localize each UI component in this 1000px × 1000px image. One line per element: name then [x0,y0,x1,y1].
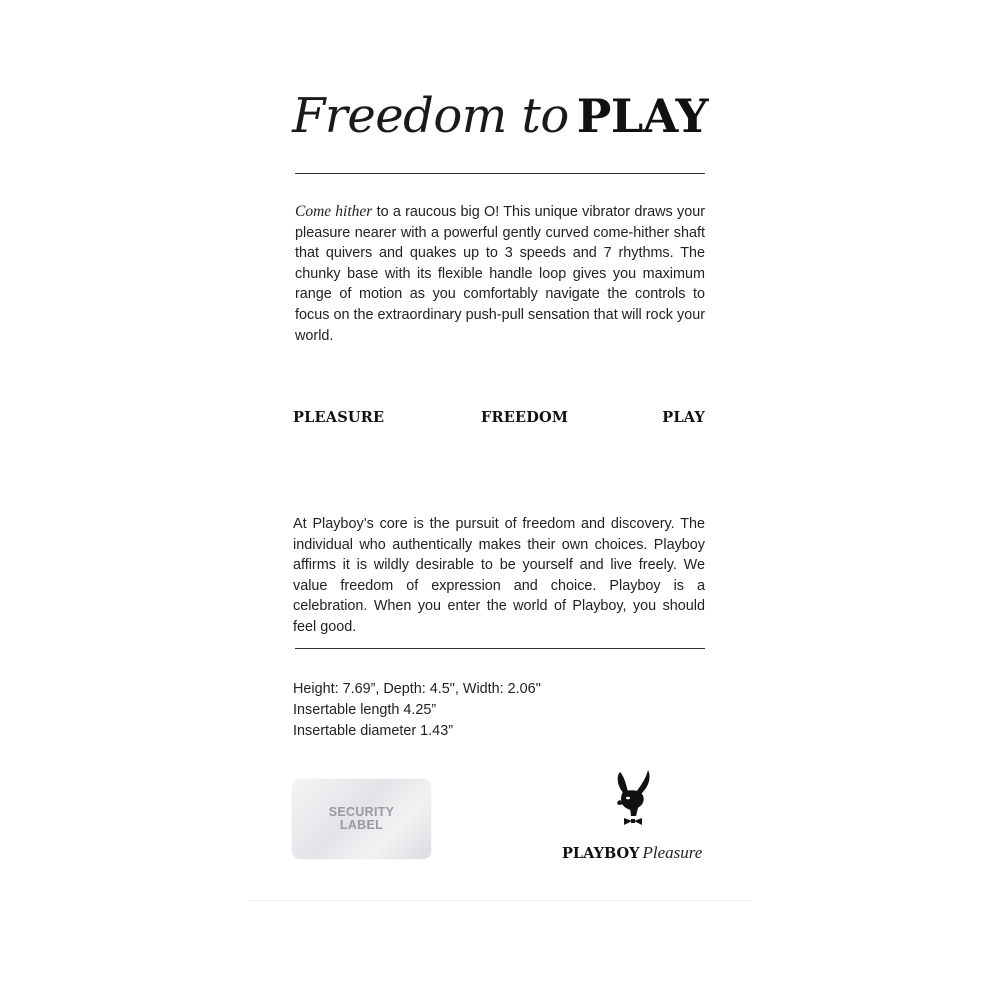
playboy-bunny-icon [612,770,654,828]
brand-sub: Pleasure [642,843,703,862]
brand-name: PLAYBOY [562,845,640,862]
security-label-line2: LABEL [339,818,384,832]
headline-bold: PLAY [576,89,708,143]
description-lead: Come hither [295,203,373,220]
spec-insertable-diameter: Insertable diameter 1.43” [293,723,453,739]
pillar-pleasure: PLEASURE [293,409,385,426]
description-body: to a raucous big O! This unique vibrator draws your pleasure nearer with a powerful gently curved come-hither shaft that quivers and quakes up to 3 speeds and 7 rhythms. The chunky base with its flexible handle loop gives you maximum range of motion as you comfortably navigate the controls to focus on the extraordinary push-pull sensation that will rock your world. [295,204,705,344]
security-label-sticker [292,779,431,859]
brand-logotype [562,843,702,863]
spec-dimensions: Height: 7.69”, Depth: 4.5", Width: 2.06" [293,681,541,697]
pillar-play: PLAY [662,409,705,426]
headline-script: Freedom to [292,88,569,144]
pillar-freedom: FREEDOM [481,409,569,426]
mission-statement: At Playboy’s core is the pursuit of freedom and discovery. The individual who authentically makes their own choices. Playboy affirms it is wildly desirable to be yourself and live freely. We value freedom of expression and choice. Playboy is a celebration. When you enter the world of Playboy, you should feel good. [293,516,705,635]
divider-top [295,173,705,174]
spec-insertable-length: Insertable length 4.25” [293,702,437,718]
product-description [295,202,705,346]
specifications [293,679,613,742]
headline [0,88,1000,144]
security-label-line1: SECURITY [328,804,395,819]
brand-pillars [293,409,705,433]
divider-bottom [295,648,705,649]
